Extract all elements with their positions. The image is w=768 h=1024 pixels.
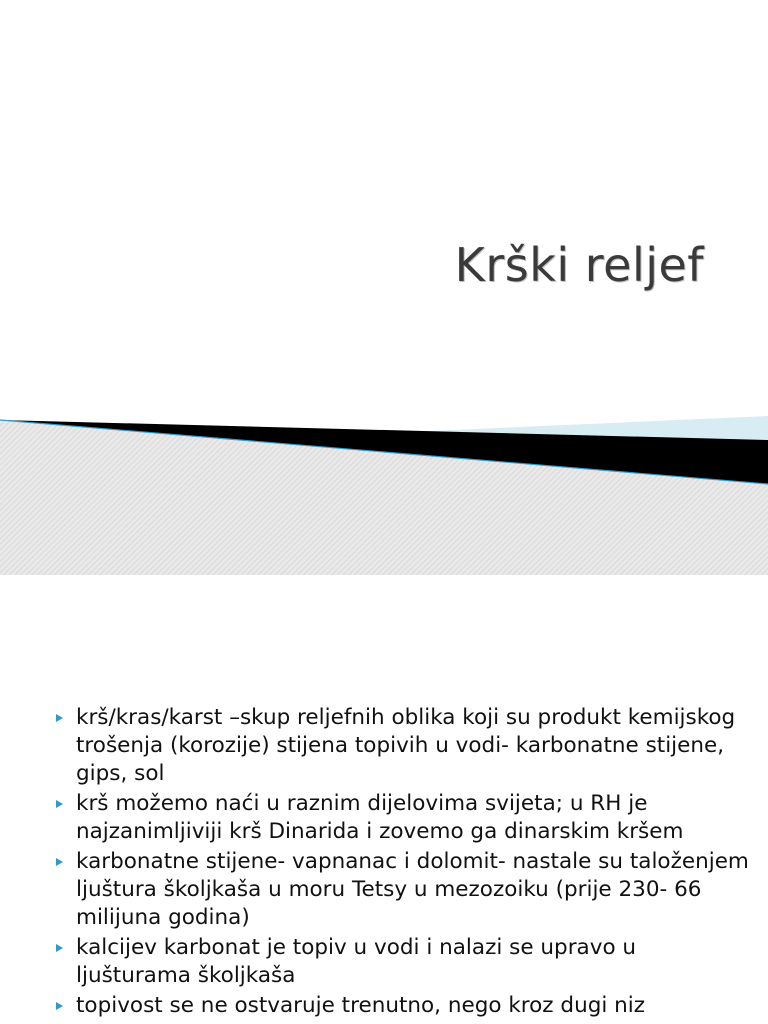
triangle-bullet-icon [56,944,63,952]
bullet-list [56,704,756,1022]
content-slide [0,575,768,1024]
slide-title: Krški reljef [454,238,704,292]
list-item: krš možemo naći u raznim dijelovima svijeta; u RH je najzanimljiviji krš Dinarida i zovemo ga dinarskim kršem [56,790,756,846]
triangle-bullet-icon [56,714,63,722]
list-item: karbonatne stijene- vapnanac i dolomit- nastale su taloženjem ljuštura školjkaša u moru Tetsy u mezozoiku (prije 230- 66 milijuna godina) [56,848,756,932]
list-item: krš/kras/karst –skup reljefnih oblika koji su produkt kemijskog trošenja (korozije) stijena topivih u vodi- karbonatne stijene, gips, sol [56,704,756,788]
triangle-bullet-icon [56,858,63,866]
list-item: kalcijev karbonat je topiv u vodi i nalazi se upravo u ljušturama školjkaša [56,934,756,990]
triangle-bullet-icon [56,1002,63,1010]
triangle-bullet-icon [56,800,63,808]
list-item: topivost se ne ostvaruje trenutno, nego kroz dugi niz [56,992,756,1020]
decorative-band-graphic [0,380,768,575]
